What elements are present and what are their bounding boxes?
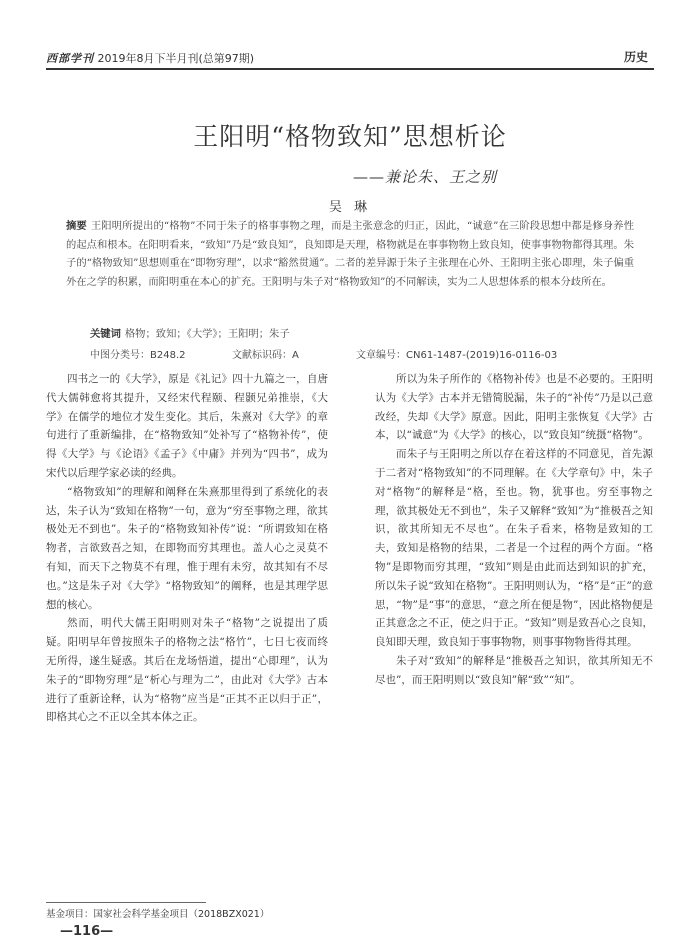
body-column-left xyxy=(46,370,328,727)
body-paragraph: 所以为朱子所作的《格物补传》也是不必要的。王阳明认为《大学》古本并无错简脱漏，朱子的“补传”乃是以己意改经，失却《大学》原意。因此，阳明主张恢复《大学》古本，以“诚意”为《大学》的核心，以“致良知”统摄“格物”。 xyxy=(375,373,653,442)
article-subtitle: ——兼论朱、王之别 xyxy=(352,168,497,186)
author-name: 吴 琳 xyxy=(328,200,372,215)
header-rule xyxy=(46,68,654,70)
body-paragraph: 而朱子与王阳明之所以存在着这样的不同意见，首先源于二者对“格物致知”的不同理解。在《大学章句》中，朱子对“格物”的解释是“格，至也。物，犹事也。穷至事物之理，欲其极处无不到也”，朱子又解释“致知”为“推极吾之知识，欲其所知无不尽也”。在朱子看来，格物是致知的工夫，致知是格物的结果，二者是一个过程的两个方面。“格物”是即物而穷其理，“致知”则是由此而达到知识的扩充，所以朱子说“致知在格物”。王阳明则认为，“格”是“正”的意思，“物”是“事”的意思，“意之所在便是物”，因此格物便是正其意念之不正，使之归于正。“致知”则是致吾心之良知，良知即天理，致良知于事事物物，则事事物物皆得其理。 xyxy=(375,448,653,649)
abstract xyxy=(66,217,634,291)
document-code: 文献标识码：A xyxy=(232,350,299,361)
keywords xyxy=(90,325,290,340)
page-number: —116— xyxy=(60,924,114,939)
keywords-text: 格物；致知；《大学》；王阳明；朱子 xyxy=(124,328,290,340)
body-paragraph: 四书之一的《大学》，原是《礼记》四十九篇之一，自唐代大儒韩愈将其提升，又经宋代程颐、程颢兄弟推崇，《大学》在儒学的地位才发生变化。其后，朱熹对《大学》的章句进行了重新编排，在“格物致知”处补写了“格物补传”，使得《大学》与《论语》《孟子》《中庸》并列为“四书”，成为宋代以后理学家必读的经典。 xyxy=(46,373,328,479)
section-name: 历史 xyxy=(623,50,648,64)
journal-info xyxy=(46,50,254,66)
body-paragraph: 朱子对“致知”的解释是“推极吾之知识，欲其所知无不尽也”，而王阳明则以“致良知”解“致”“知”。 xyxy=(375,654,653,686)
issue-info: 2019年8月下半月刊(总第97期) xyxy=(97,52,255,65)
funding-footnote: 基金项目：国家社会科学基金项目（2018BZX021） xyxy=(46,909,270,920)
clc-number: 中图分类号：B248.2 xyxy=(90,350,186,361)
body-paragraph: “格物致知”的理解和阐释在朱熹那里得到了系统化的表达，朱子认为“致知在格物”一句，意为“穷至事物之理，欲其极处无不到也”。朱子的“格物致知补传”说：“所谓致知在格物者，言欲致吾之知，在即物而穷其理也。盖人心之灵莫不有知，而天下之物莫不有理，惟于理有未穷，故其知有不尽也。”这是朱子对《大学》“格物致知”的阐释，也是其理学思想的核心。 xyxy=(46,485,328,611)
footnote-rule xyxy=(46,902,206,903)
abstract-text: 王阳明所提出的“格物”不同于朱子的格事事物之理，而是主张意念的归正，因此，“诚意”在三阶段思想中都是修身养性的起点和根本。在阳明看来，“致知”乃是“致良知”，良知即是天理，格物就是在事事物物上致良知，使事事物物都得其理。朱子的“格物致知”思想则重在“即物穷理”，以求“豁然贯通”。二者的差异源于朱子主张理在心外、王阳明主张心即理，朱子偏重外在之学的积累，而阳明重在本心的扩充。王阳明与朱子对“格物致知”的不同解读，实为二人思想体系的根本分歧所在。 xyxy=(66,220,635,288)
journal-name: 西部学刊 xyxy=(46,52,94,65)
keywords-label: 关键词 xyxy=(90,328,121,340)
abstract-label: 摘要 xyxy=(66,220,87,232)
article-number: 文章编号：CN61-1487-(2019)16-0116-03 xyxy=(356,350,558,361)
body-column-right xyxy=(375,370,653,690)
body-paragraph: 然而，明代大儒王阳明则对朱子“格物”之说提出了质疑。阳明早年曾按照朱子的格物之法“格竹”，七日七夜而终无所得，遂生疑惑。其后在龙场悟道，提出“心即理”，认为朱子的“即物穷理”是“析心与理为二”，由此对《大学》古本进行了重新诠释，认为“格物”应当是“正其不正以归于正”，即格其心之不正以全其本体之正。 xyxy=(46,617,328,724)
article-title: 王阳明“格物致知”思想析论 xyxy=(193,122,507,151)
